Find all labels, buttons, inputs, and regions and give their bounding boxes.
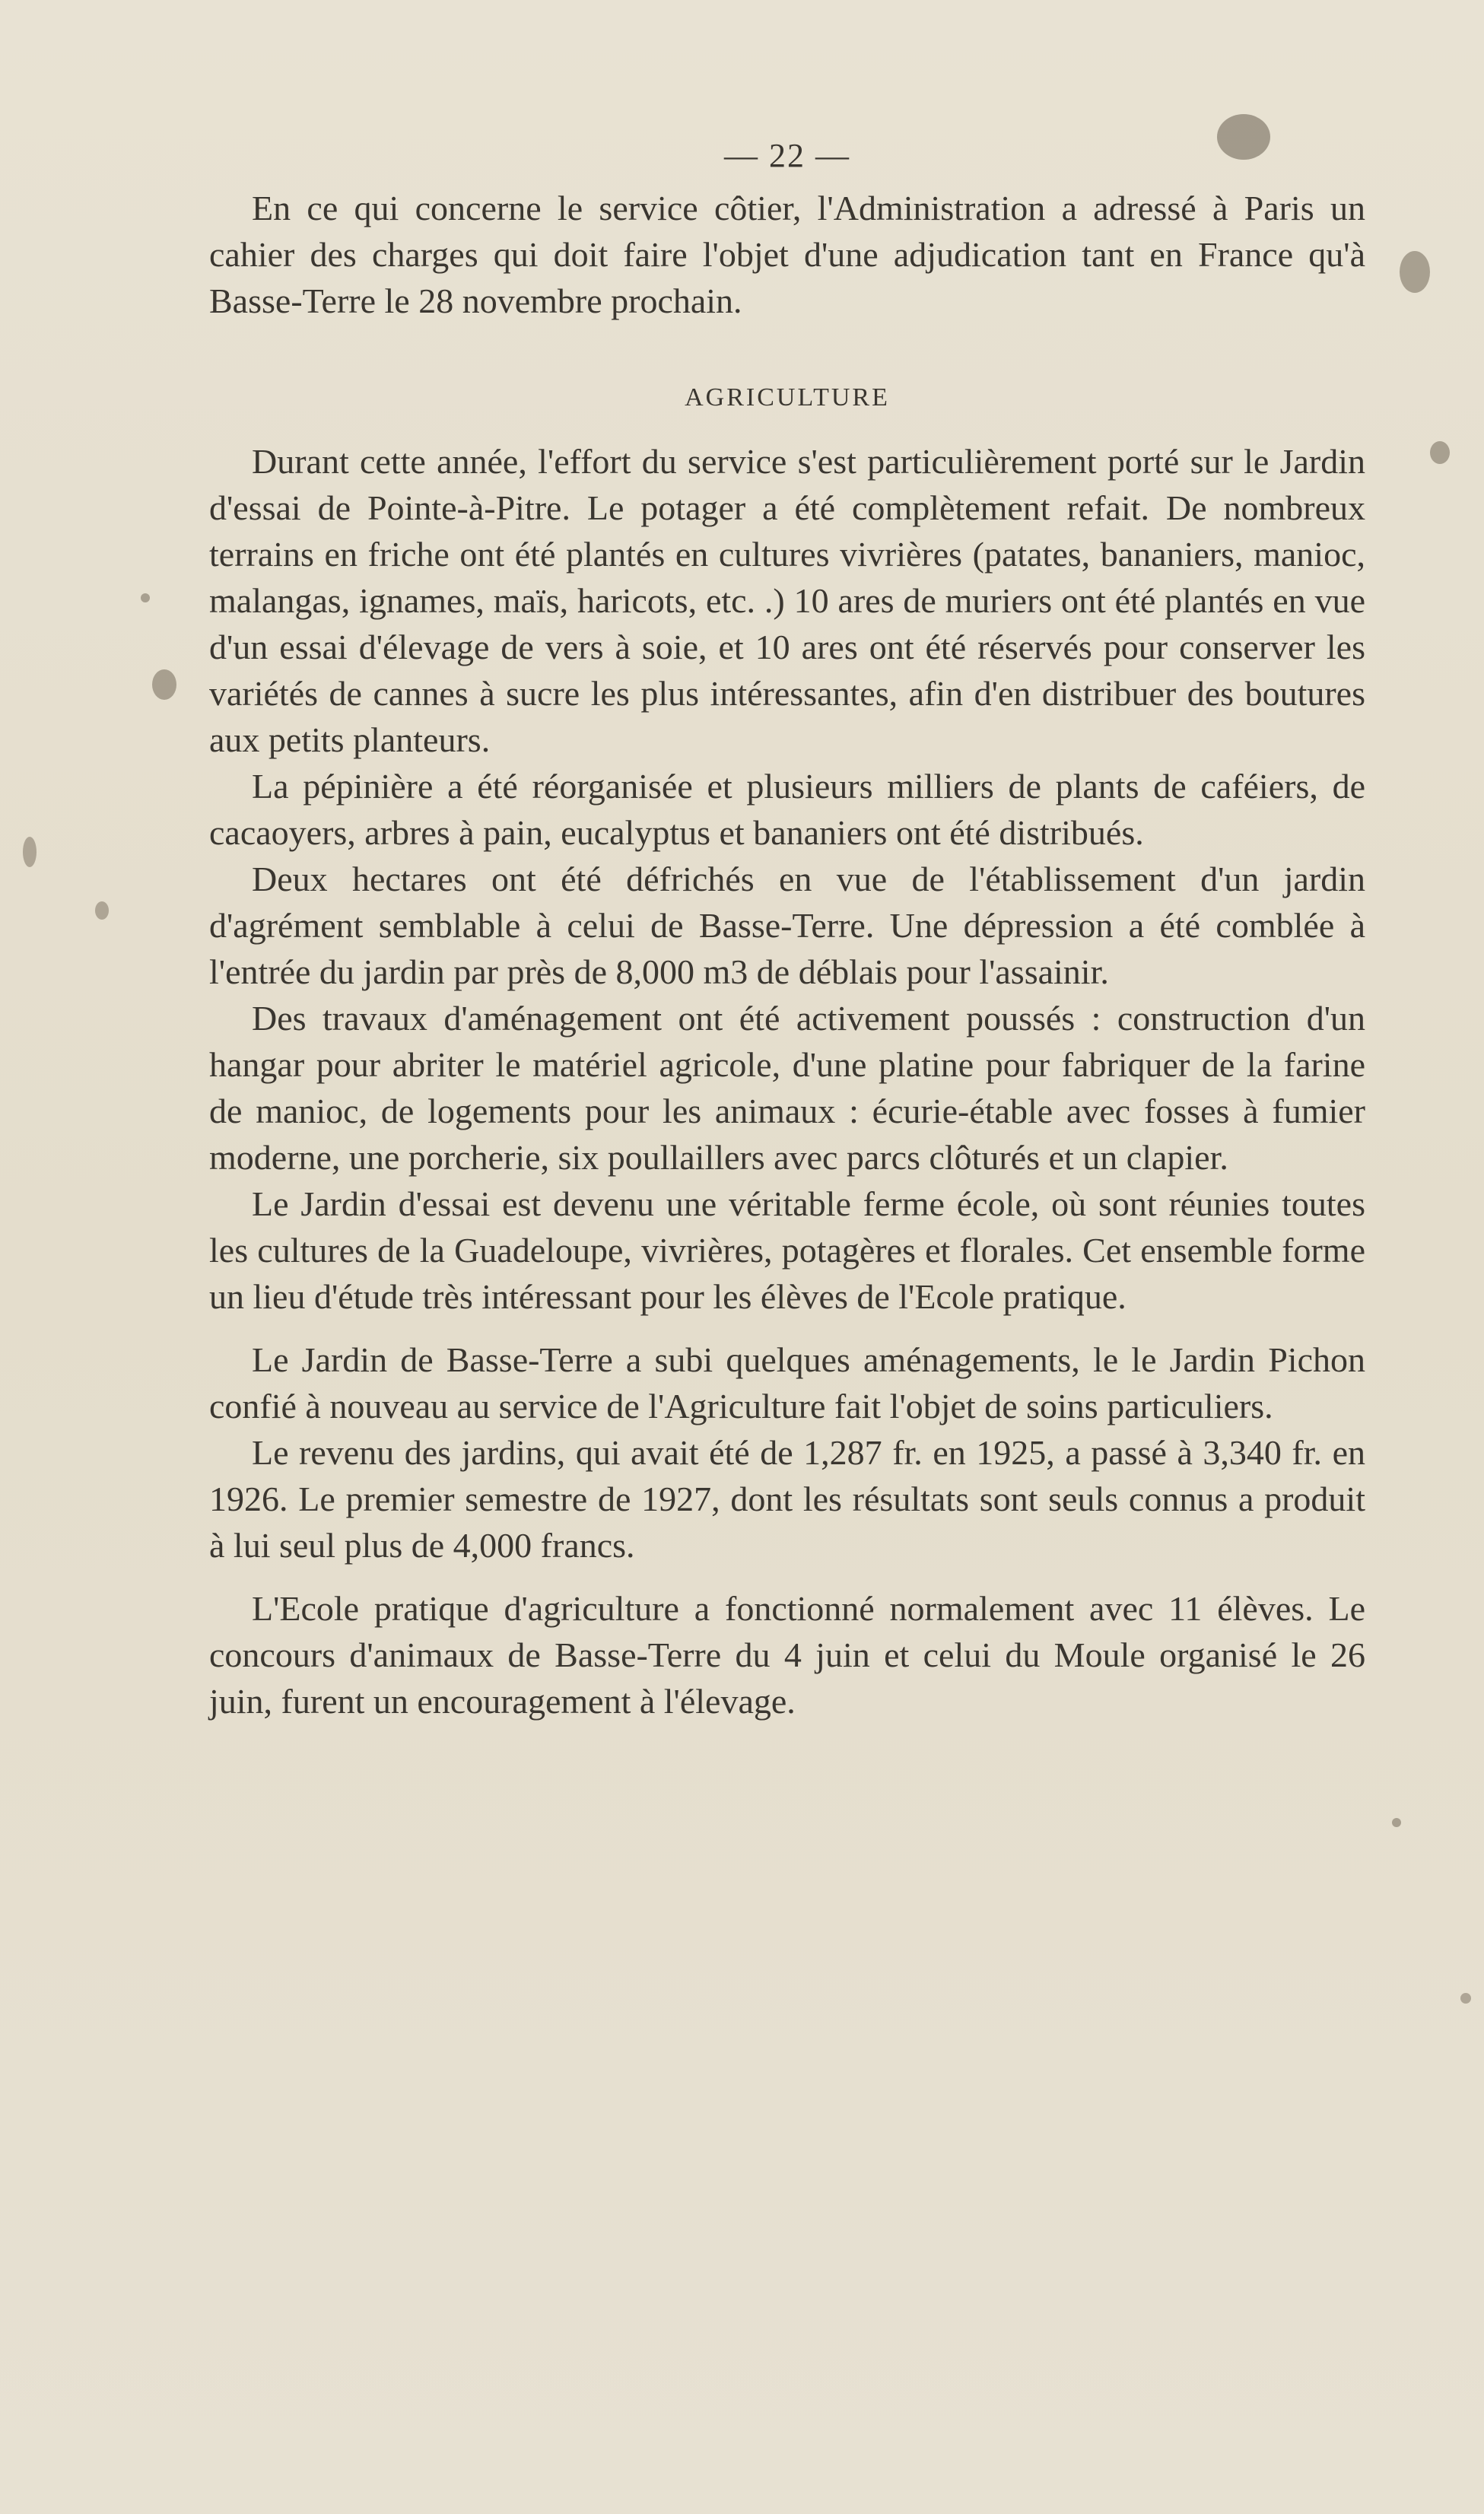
stain-mark: [141, 593, 150, 602]
paragraph-ferme-ecole: Le Jardin d'essai est devenu une véritable ferme école, où sont réunies toutes les cultures de la Guadeloupe, vivrières, potagères et florales. Cet ensemble forme un lieu d'étude très intéressant pour les élèves de l'Ecole pratique.: [209, 1184, 1365, 1316]
paragraph-deux-hectares: Deux hectares ont été défrichés en vue de l'établissement d'un jardin d'agrément semblable à celui de Basse-Terre. Une dépression a été comblée à l'entrée du jardin par près de 8,000 m3 de déblais pour l'assainir.: [209, 860, 1365, 991]
paragraph-jardin-basse-terre: Le Jardin de Basse-Terre a subi quelques aménagements, le le Jardin Pichon confié à nouveau au service de l'Agriculture fait l'objet de soins particuliers.: [209, 1340, 1365, 1425]
page-number: — 22 —: [724, 137, 850, 174]
stain-mark: [1400, 251, 1430, 293]
section-heading-agriculture: AGRICULTURE: [685, 383, 890, 412]
stain-mark: [1392, 1818, 1401, 1827]
stain-mark: [95, 901, 109, 920]
paragraph-revenu-jardins: Le revenu des jardins, qui avait été de 1,287 fr. en 1925, a passé à 3,340 fr. en 1926. Le premier semestre de 1927, dont les résultats sont seuls connus a produit à lui seul plus de 4,000 francs.: [209, 1433, 1365, 1565]
paragraph-pepiniere: La pépinière a été réorganisée et plusieurs milliers de plants de caféiers, de cacaoyers, arbres à pain, eucalyptus et bananiers ont été distribués.: [209, 767, 1365, 852]
stain-mark: [1460, 1993, 1471, 2004]
stain-mark: [152, 669, 176, 700]
stain-mark: [23, 837, 37, 867]
stain-mark: [1430, 441, 1450, 464]
paragraph-service-cotier: En ce qui concerne le service côtier, l'Administration a adressé à Paris un cahier des charges qui doit faire l'objet d'une adjudication tant en France qu'à Basse-Terre le 28 novembre prochain.: [209, 189, 1365, 320]
page-text: [209, 133, 1365, 1724]
paragraph-travaux: Des travaux d'aménagement ont été activement poussés : construction d'un hangar pour abriter le matériel agricole, d'une platine pour fabriquer de la farine de manioc, de logements pour les animaux : écurie-étable avec fosses à fumier moderne, une porcherie, six poullaillers avec parcs clôturés et un clapier.: [209, 999, 1365, 1177]
paragraph-jardin-essai: Durant cette année, l'effort du service s'est particulièrement porté sur le Jardin d'essai de Pointe-à-Pitre. Le potager a été complètement refait. De nombreux terrains en friche ont été plantés en cultures vivrières (patates, bananiers, manioc, malangas, ignames, maïs, haricots, etc. .) 10 ares de muriers ont été plantés en vue d'un essai d'élevage de vers à soie, et 10 ares ont été réservés pour conserver les variétés de cannes à sucre les plus intéressantes, afin d'en distribuer des boutures aux petits planteurs.: [209, 442, 1365, 759]
paragraph-ecole-pratique: L'Ecole pratique d'agriculture a fonctionné normalement avec 11 élèves. Le concours d'animaux de Basse-Terre du 4 juin et celui du Moule organisé le 26 juin, furent un encouragement à l'élevage.: [209, 1589, 1365, 1721]
